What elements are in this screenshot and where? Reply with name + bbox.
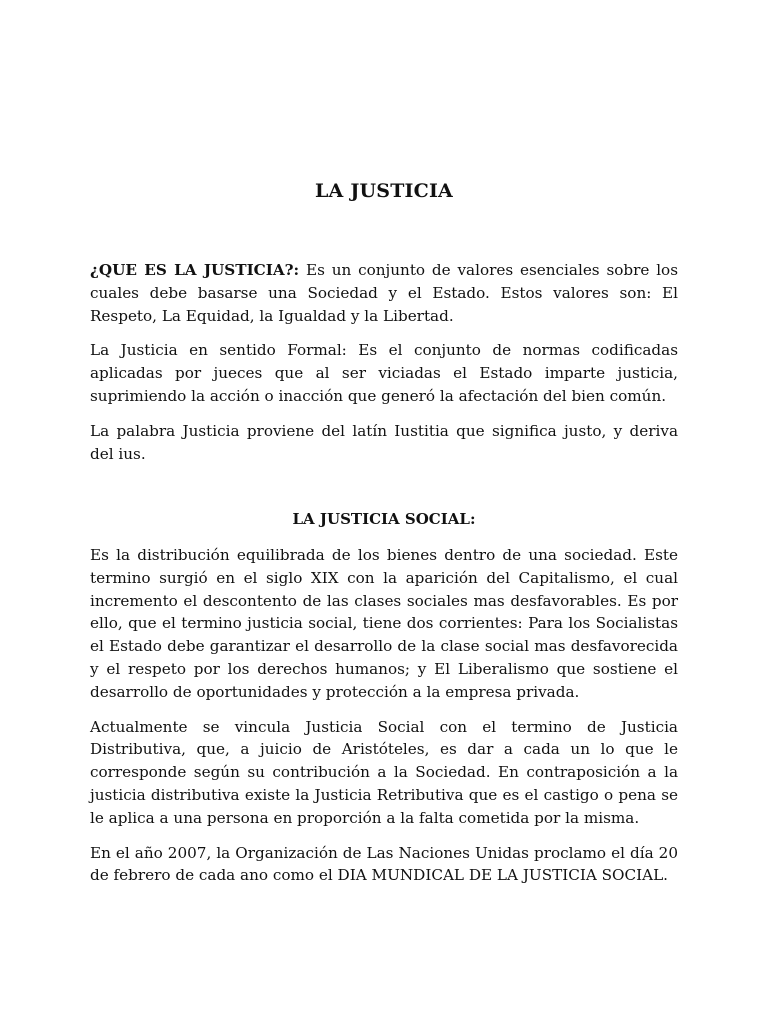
social-justice-paragraph-3: En el año 2007, la Organización de Las Naciones Unidas proclamo el día 20 de febrero de cada ano como el DIA MUNDICAL DE LA JUSTICIA SOCIAL.	[90, 843, 678, 885]
etymology-paragraph: La palabra Justicia proviene del latín Iustitia que significa justo, y deriva del ius.	[90, 421, 678, 463]
document-title: LA JUSTICIA	[315, 180, 453, 202]
definition-paragraph	[90, 259, 678, 327]
section-heading: LA JUSTICIA SOCIAL:	[292, 510, 476, 528]
formal-justice-paragraph: La Justicia en sentido Formal: Es el conjunto de normas codificadas aplicadas por jueces que al ser viciadas el Estado imparte justicia, suprimiendo la acción o inacción que generó la afectación del bien común.	[90, 341, 678, 405]
social-justice-paragraph-1: Es la distribución equilibrada de los bienes dentro de una sociedad. Este termino surgió en el siglo XIX con la aparición del Capitalismo, el cual incremento el descontento de las clases sociales mas desfavorables. Es por ello, que el termino justicia social, tiene dos corrientes: Para los Socialistas el Estado debe garantizar el desarrollo de la clase social mas desfavorecida y el respeto por los derechos humanos; y El Liberalismo que sostiene el desarrollo de oportunidades y protección a la empresa privada.	[90, 546, 678, 701]
definition-text: Es un conjunto de valores esenciales sobre los cuales debe basarse una Sociedad y el Estado. Estos valores son: El Respeto, La Equidad, la Igualdad y la Libertad.	[90, 261, 678, 325]
section-justicia-social	[90, 508, 678, 899]
social-justice-paragraph-2: Actualmente se vincula Justicia Social con el termino de Justicia Distributiva, que, a juicio de Aristóteles, es dar a cada un lo que le corresponde según su contribución a la Sociedad. En contraposición a la justicia distributiva existe la Justicia Retributiva que es el castigo o pena se le aplica a una persona en proporción a la falta cometida por la misma.	[90, 717, 678, 827]
definition-lead: ¿QUE ES LA JUSTICIA?:	[90, 261, 300, 279]
section-que-es-la-justicia	[90, 259, 678, 477]
